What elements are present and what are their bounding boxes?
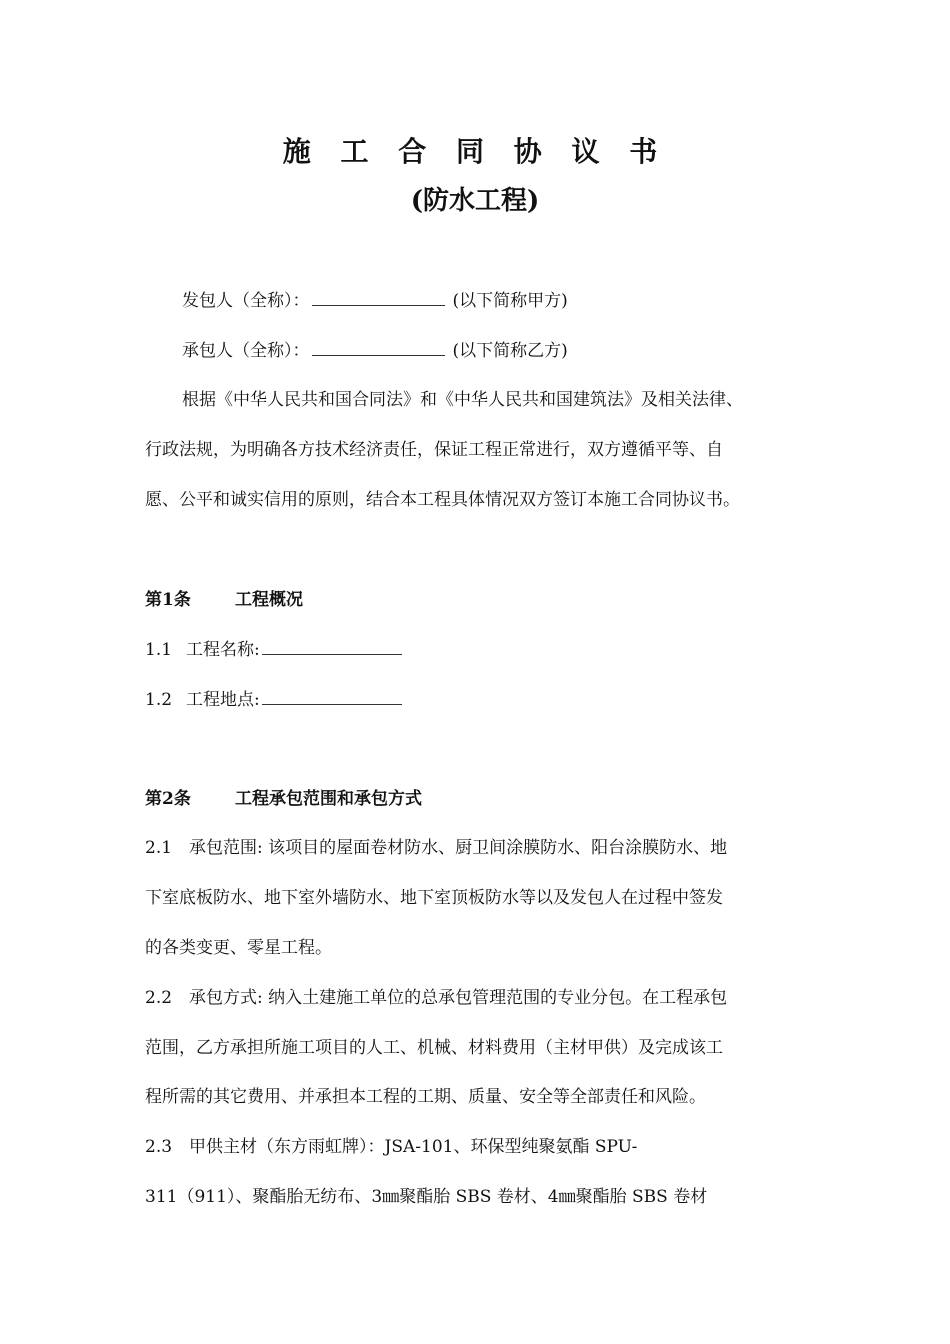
- article1-item1-number: 1.1: [145, 640, 173, 660]
- article1-number: 第1条: [145, 590, 191, 610]
- article2-line-2: 下室底板防水、地下室外墙防水、地下室顶板防水等以及发包人在过程中签发: [145, 888, 723, 908]
- article1-item2: [145, 686, 402, 713]
- employer-suffix: (以下简称甲方): [452, 291, 568, 311]
- article2-line-6: 程所需的其它费用、并承担本工程的工期、质量、安全等全部责任和风险。: [145, 1087, 706, 1107]
- article1-title: 工程概况: [235, 590, 303, 610]
- article2-number: 第2条: [145, 789, 191, 809]
- article2-line-7: 2.3 甲供主材（东方雨虹牌）：JSA-101、环保型纯聚氨酯 SPU-: [145, 1137, 638, 1157]
- article2-heading: [145, 786, 422, 812]
- article2-line-8: 311（911）、聚酯胎无纺布、3㎜聚酯胎 SBS 卷材、4㎜聚酯胎 SBS 卷材: [145, 1187, 708, 1207]
- project-location-blank: [262, 686, 402, 705]
- employer-line: [182, 287, 568, 314]
- article1-item1: [145, 636, 402, 663]
- project-name-blank: [262, 636, 402, 655]
- article1-item2-label: 工程地点:: [186, 690, 260, 710]
- contractor-line: [182, 337, 568, 364]
- document-subtitle: (防水工程): [410, 186, 540, 216]
- preamble-line-1: 根据《中华人民共和国合同法》和《中华人民共和国建筑法》及相关法律、: [182, 390, 743, 410]
- preamble-line-2: 行政法规，为明确各方技术经济责任，保证工程正常进行，双方遵循平等、自: [145, 440, 723, 460]
- article1-heading: [145, 587, 303, 613]
- contractor-label: 承包人（全称）：: [182, 341, 310, 361]
- preamble-line-3: 愿、公平和诚实信用的原则，结合本工程具体情况双方签订本施工合同协议书。: [145, 490, 740, 510]
- article1-item1-label: 工程名称:: [186, 640, 260, 660]
- article2-line-5: 范围，乙方承担所施工项目的人工、机械、材料费用（主材甲供）及完成该工: [145, 1038, 723, 1058]
- contractor-name-blank: [312, 337, 445, 356]
- article2-title: 工程承包范围和承包方式: [235, 789, 422, 809]
- employer-name-blank: [312, 287, 445, 306]
- employer-label: 发包人（全称）：: [182, 291, 310, 311]
- article2-line-1: 2.1 承包范围: 该项目的屋面卷材防水、厨卫间涂膜防水、阳台涂膜防水、地: [145, 838, 728, 858]
- article2-line-3: 的各类变更、零星工程。: [145, 938, 332, 958]
- article1-item2-number: 1.2: [145, 690, 173, 710]
- document-title: 施 工 合 同 协 议 书: [282, 135, 668, 168]
- article2-line-4: 2.2 承包方式: 纳入土建施工单位的总承包管理范围的专业分包。在工程承包: [145, 988, 728, 1008]
- contractor-suffix: (以下简称乙方): [452, 341, 568, 361]
